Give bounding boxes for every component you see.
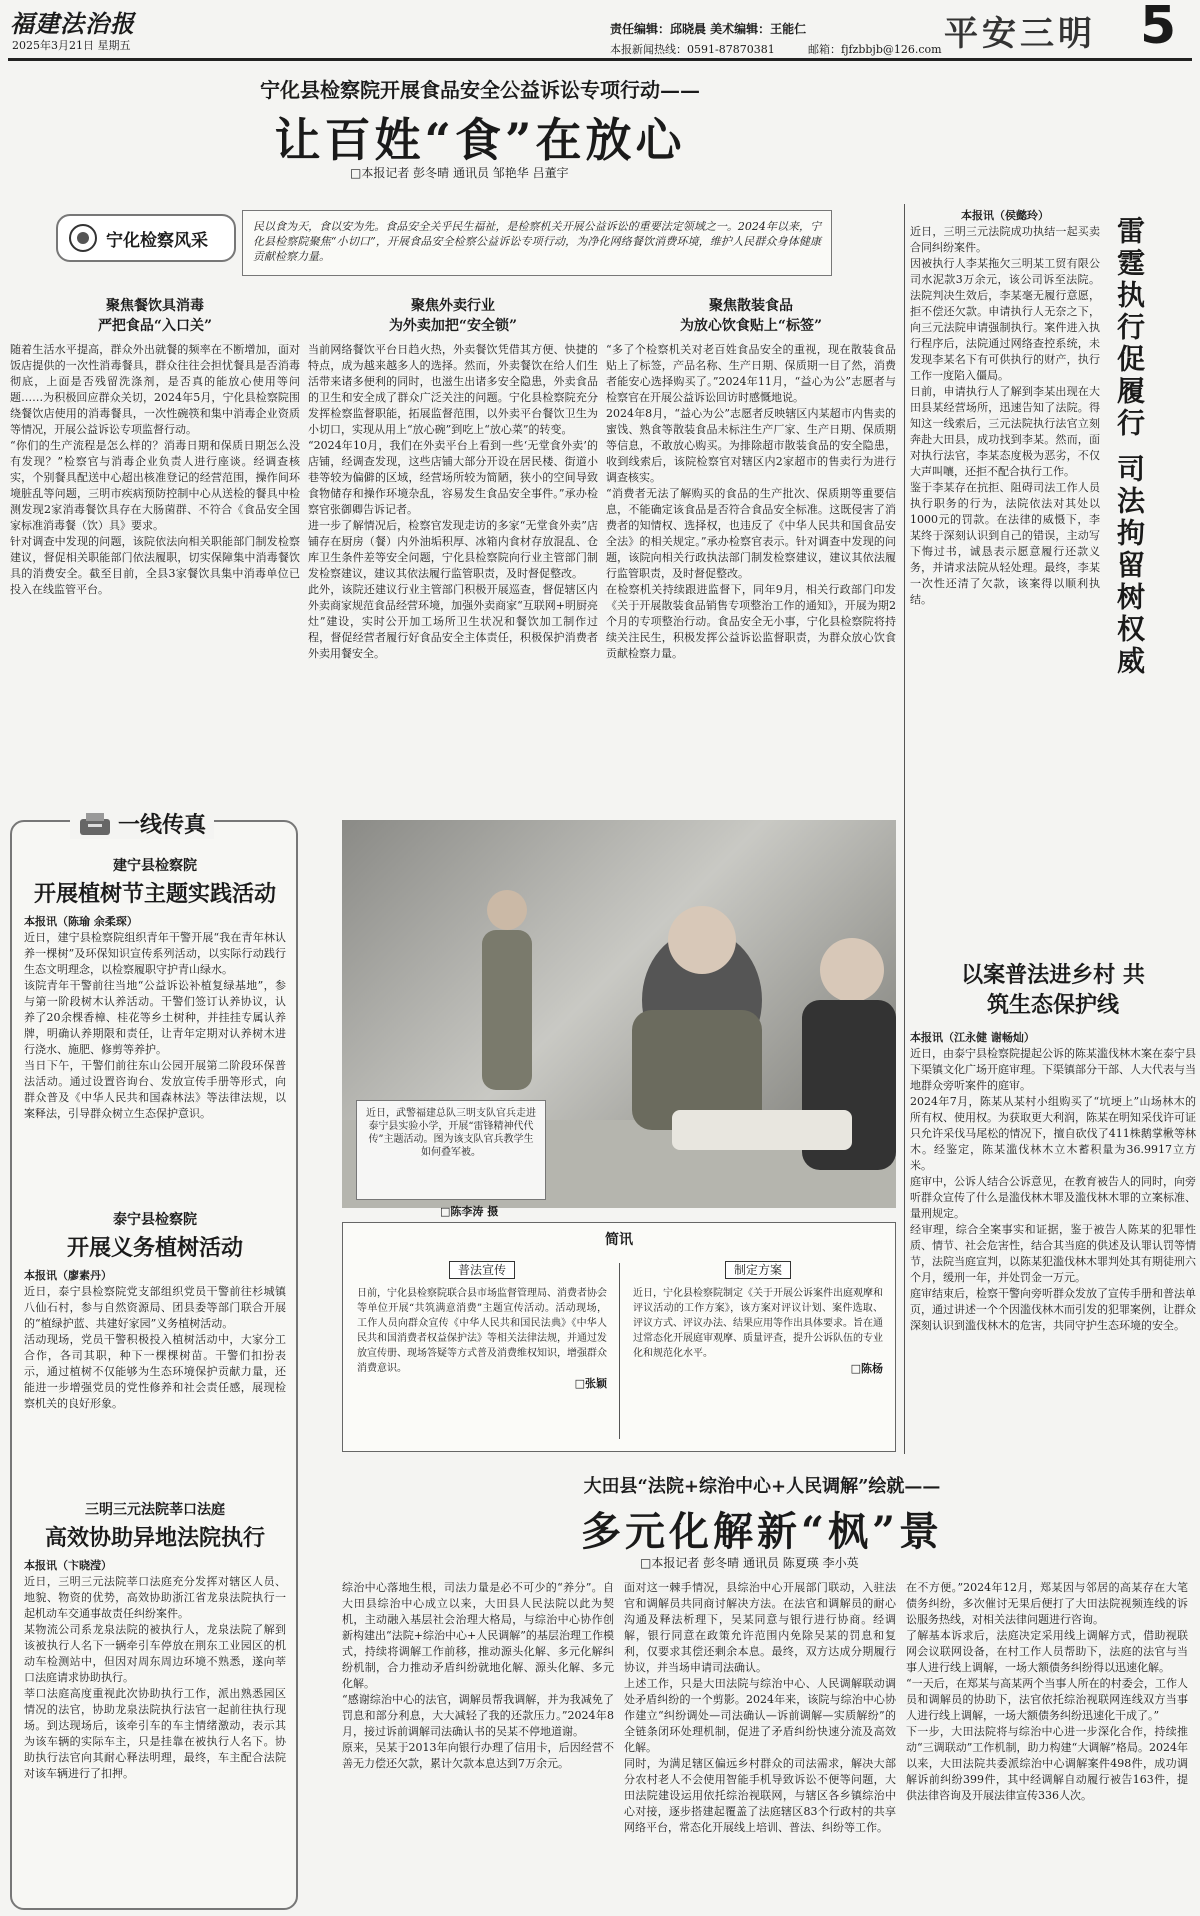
right-story-2-byline: 本报讯（江永健 谢畅灿） [910, 1031, 1035, 1044]
feature-section-3 [606, 296, 896, 782]
procuratorate-emblem-icon [68, 223, 98, 253]
brief-credit: □张颖 [574, 1377, 607, 1390]
bottom-column-2: 面对这一棘手情况，县综治中心开展部门联动，入驻法官和调解员共同商讨解决方法。在法官和调解员的耐心沟通及释法析理下，吴某同意与银行进行协商。经调解，银行同意在政策允许范围内免除吴某的罚息和复利，仅要求其偿还剩余本息。最终，双方达成分期履行协议，并当场申请司法确认。 上述工作，只是大田法院与综治中心、人民调解联动调处矛盾纠纷的一个剪影。2024年来，该院与综治中心协作建立“纠纷调处—司法确认—诉前调解—实质解纷”的全链条闭环处理机制，促进了矛盾纠纷快速分流及高效化解。 同时，为满足辖区偏远乡村群众的司法需求，解决大部分农村老人不会使用智能手机导致诉讼不便等问题，大田法院建设运用依托综治视联网，与辖区各乡镇综治中心对接，逐步搭建起覆盖了法庭辖区83个行政村的共享网络平台，常态化开展线上培训、普法、纠纷等工作。 [624, 1581, 896, 1834]
section-subheading: 为外卖加把“安全锁” [388, 318, 518, 334]
section-body: 随着生活水平提高，群众外出就餐的频率在不断增加，面对饭店提供的一次性消毒餐具，群众往往会担忧餐具是否消毒彻底，上面是否残留洗涤剂，是否真的能放心使用等问题……为积极回应群众关切，2024年5月，宁化县检察院围绕餐饮店使用的消毒餐具，一次性碗筷和集中消毒企业资质等情况，开展公益诉讼专项监督行动。 “你们的生产流程是怎么样的？消毒日期和保质日期怎么没有发现？”检察官与消毒企业负责人进行座谈。经调查核实，个别餐具配送中心超出核准登记的经营范围，操作间环境脏乱等问题，三明市疾病预防控制中心从送检的餐具中检测发现2家消毒餐饮具存在大肠菌群、不符合《食品安全国家标准消毒餐（饮）具》要求。 针对调查中发现的问题，该院依法向相关职能部门制发检察建议，督促相关职能部门依法履职，切实保障集中消毒餐饮具的消费安全。截至目前，全县3家餐饮具集中消毒单位已投入在线监管平台。 [10, 343, 300, 596]
masthead [0, 0, 1200, 62]
editors: 责任编辑：邱晓晨 美术编辑：王能仁 [610, 22, 807, 36]
feature-intro: 民以食为天，食以安为先。食品安全关乎民生福祉，是检察机关开展公益诉讼的重要法定领域之一。2024年以来，宁化县检察院聚焦“小切口”，开展食品安全检察公益诉讼专项行动，为净化网络餐饮消费环境，维护人民群众身体健康贡献检察力量。 [253, 220, 821, 263]
feature-section-1 [10, 296, 300, 742]
fax-item-title: 开展义务植树活动 [66, 1235, 243, 1261]
bottom-column-1: 综治中心落地生根，司法力量是必不可少的“养分”。自大田县综治中心成立以来，大田县人民法院以此为契机，主动融入基层社会治理大格局，与综治中心协作创新构建出“法院+综治中心+人民调解”的基层治理工作模式，持续将调解工作前移，推动源头化解、多元化解纠纷机制，合力推动矛盾纠纷就地化解、源头化解、多元化解。 “感谢综治中心的法官，调解员帮我调解，并为我减免了罚息和部分利息，大大减轻了我的还款压力。”2024年8月，接过诉前调解司法确认书的吴某不停地道谢。 原来，吴某于2013年向银行办理了信用卡，后因经营不善无力偿还欠款，累计欠款本息达到7万余元。 [342, 1581, 614, 1770]
masthead-rule [8, 58, 1192, 61]
feature-kicker: 宁化县检察院开展食品安全公益诉讼专项行动—— [260, 78, 700, 102]
feature-section-2 [308, 296, 598, 782]
fax-item-org: 泰宁县检察院 [113, 1212, 197, 1228]
photo-caption: 近日，武警福建总队三明支队官兵走进泰宁县实验小学，开展“雷锋精神代代传”主题活动。图为该支队官兵教学生如何叠军被。 [366, 1108, 536, 1158]
bottom-column-3: 在不方便。”2024年12月，郑某因与邻居的高某存在大笔债务纠纷，多次催讨无果后便打了大田法院视频连线的诉讼服务热线，对相关法律问题进行咨询。 了解基本诉求后，法庭决定采用线上调解方式，借助视联网会议联网设备，在村工作人员帮助下，法庭的法官与当事人进行线上调解，一场大额债务纠纷得以迅速化解。 “一天后，在郑某与高某两个当事人所在的村委会，工作人员和调解员的协助下，法官依托综治视联网连线双方当事人进行线上调解，一场大额债务纠纷迅速化干成了。” 下一步，大田法院将与综治中心进一步深化合作，持续推动“三调联动”工作机制，助力构建“大调解”格局。2024年以来，大田法院共委派综治中心调解案件498件，成功调解诉前纠纷399件，其中经调解自动履行被告163件，提供法律咨询及开展法律宣传336人次。 [906, 1581, 1188, 1802]
photo-caption-box [356, 1100, 546, 1200]
page-number: 5 [1140, 0, 1177, 56]
section-heading: 聚焦外卖行业 [411, 298, 495, 314]
right-story-1-body: 近日，三明三元法院成功执结一起买卖合同纠纷案件。 因被执行人李某拖欠三明某工贸有限公司水泥款3万余元，该公司诉至法院。法院判决生效后，李某毫无履行意愿，拒不偿还欠款。申请执行人无奈之下，向三元法院申请强制执行。案件进入执行程序后，法院通过网络查控系统，未发现李某名下有可供执行的财产，执行工作一度陷入僵局。 日前，申请执行人了解到李某出现在大田县某经营场所，迅速告知了法院。得知这一线索后，三元法院执行法官立刻奔赴大田县，成功找到李某。然而，面对执行法官，李某态度极为恶劣，不仅大声叫嚷，还拒不配合执行工作。 鉴于李某存在抗拒、阻碍司法工作人员执行职务的行为，法院依法对其处以1000元的罚款。在法律的威慑下，李某终于深刻认识到自己的错误，主动写下悔过书，诚恳表示愿意履行还款义务，并请求法院从轻处理。最终，李某一次性还清了欠款，该案得以顺利执结。 [910, 225, 1100, 606]
fax-item-byline: 本报讯（卞晓滢） [24, 1559, 112, 1572]
newspaper-logo: 福建法治报 [10, 9, 135, 38]
brief-item-2 [633, 1259, 883, 1376]
fax-item-body: 近日，建宁县检察院组织青年干警开展“我在青年林认养一棵树”及环保知识宣传系列活动，以实际行动践行生态文明理念，以检察履职守护青山绿水。 该院青年干警前往当地“公益诉讼补植复绿基地”，参与第一阶段树木认养活动。干警们签订认养协议，认养了20余棵香樟、桂花等乡土树种，并挂挂专属认养牌，明确认养期限和责任，让青年定期对认养树木进行浇水、施肥、修剪等养护。 当日下午，干警们前往东山公园开展第二阶段环保普法活动。通过设置咨询台、发放宣传手册等形式，向群众普及《中华人民共和国森林法》等法律法规，以案释法，引导群众树立生态保护意识。 [24, 931, 286, 1120]
briefs-header: 简讯 [605, 1232, 633, 1248]
fax-item-org: 建宁县检察院 [113, 858, 197, 874]
email: 邮箱：fjfzbbjb@126.com [808, 43, 942, 56]
section-body: “多了个检察机关对老百姓食品安全的重视，现在散装食品贴上了标签，产品名称、生产日期、保质期一目了然，消费者能安心选择购买了。”2024年11月，“益心为公”志愿者与检察官在开展公益诉讼回访时感慨地说。 2024年8月，“益心为公”志愿者反映辖区内某超市内售卖的蜜饯、熟食等散装食品未标注生产厂家、生产日期、保质期等信息，不敢放心购买。为排除超市散装食品的安全隐患，收到线索后，该院检察官对辖区内2家超市的售卖行为进行调查核实。 “消费者无法了解购买的食品的生产批次、保质期等重要信息，不能确定该食品是否符合食品安全标准。这既侵害了消费者的知情权、选择权，也违反了《中华人民共和国食品安全法》的相关规定。”承办检察官表示。针对调查中发现的问题，该院向相关行政执法部门制发检察建议，建议其依法履行监管职责，及时督促整改。 在检察机关持续跟进监督下，同年9月，相关行政部门印发《关于开展散装食品销售专项整治工作的通知》，开展为期2个月的专项整治行动。食品安全无小事，宁化县检察院将持续关注民生，积极发挥公益诉讼监督职责，为群众放心饮食贡献检察力量。 [606, 343, 896, 660]
right-vertical-title: 雷霆执行促履行 司法拘留树权威 [1113, 216, 1146, 678]
brief-body: 日前，宁化县检察院联合县市场监督管理局、消费者协会等单位开展“共筑满意消费”主题宣传活动。活动现场，工作人员向群众宣传《中华人民共和国民法典》《中华人民共和国消费者权益保护法》等相关法律法规，并通过发放宣传册、现场答疑等方式普及消费维权知识，增强群众消费意识。 [357, 1288, 607, 1374]
right-story-1-byline: 本报讯（侯懿玲） [961, 209, 1049, 222]
brief-tag: 普法宣传 [449, 1261, 515, 1279]
issue-date: 2025年3月21日 星期五 [12, 39, 131, 52]
right-column-divider [904, 204, 905, 1454]
column-badge [56, 214, 236, 262]
feature-intro-box [242, 210, 832, 276]
fax-item-2 [24, 1210, 286, 1460]
fax-item-1 [24, 856, 286, 1202]
bottom-title: 多元化解新“枫”景 [580, 1508, 943, 1555]
briefs-header-bar [589, 1229, 649, 1249]
feature-byline: □本报记者 彭冬晴 通讯员 邹艳华 吕董宇 [350, 166, 569, 180]
right-story-2 [910, 960, 1196, 1476]
photo-credit: □陈李涛 摄 [440, 1205, 499, 1218]
fax-item-3 [24, 1500, 286, 1878]
section-subheading: 严把食品“入口关” [97, 318, 213, 334]
fax-item-body: 近日，三明三元法院莘口法庭充分发挥对辖区人员、地貌、物资的优势，高效协助浙江省龙泉法院执行一起机动车交通事故责任纠纷案件。 某物流公司系龙泉法院的被执行人，龙泉法院了解到该被执行人名下一辆牵引车停放在荆东工业园区的机动车检测站中，但因对周东周边环境不熟悉，遂向莘口法庭请求协助执行。 莘口法庭高度重视此次协助执行工作，派出熟悉园区情况的法官，协助龙泉法院执行法官一起前往执行现场。到达现场后，该牵引车的车主情绪激动，表示其为该车辆的实际车主，只是挂靠在被执行人名下。协助执行法官向其耐心释法明理，最终，车主配合法院对该车辆进行了扣押。 [24, 1575, 286, 1780]
brief-item-1 [357, 1259, 607, 1391]
fax-item-byline: 本报讯（陈瑜 余柔琛） [24, 915, 138, 928]
brief-credit: □陈杨 [850, 1362, 883, 1375]
left-column-title: 一线传真 [118, 813, 207, 838]
section-subheading: 为放心饮食贴上“标签” [679, 318, 823, 334]
hotline: 本报新闻热线：0591-87870381 [610, 43, 775, 56]
brief-tag: 制定方案 [725, 1261, 791, 1279]
right-story-2-title: 以案普法进乡村 共筑生态保护线 [961, 962, 1145, 1018]
bottom-kicker: 大田县“法院+综治中心+人民调解”绘就—— [583, 1476, 941, 1497]
section-body: 当前网络餐饮平台日趋火热，外卖餐饮凭借其方便、快捷的特点，成为越来越多人的选择。然而，外卖餐饮在给人们生活带来诸多便利的同时，也滋生出诸多安全隐患，外卖食品的卫生和安全成了群众广泛关注的问题。宁化县检察院充分发挥检察监督职能，拓展监督范围，以外卖平台餐饮卫生为小切口，实现从用上“放心碗”到吃上“放心菜”的转变。 “2024年10月，我们在外卖平台上看到一些‘无堂食外卖’的店铺，经调查发现，这些店铺大部分开设在居民楼、街道小巷等较为偏僻的区域，经营场所较为简陋，狭小的空间导致食物储存和操作环境杂乱，容易发生食品安全事件。”承办检察官张御卿告诉记者。 进一步了解情况后，检察官发现走访的多家“无堂食外卖”店铺存在厨房（餐）内外油垢积厚、冰箱内食材存放混乱、仓库卫生条件差等安全问题，宁化县检察院向行业主管部门制发检察建议，建议其依法履行监管职责，及时督促整改。 此外，该院还建议行业主管部门积极开展巡查，督促辖区内外卖商家规范食品经营环境，加强外卖商家“互联网+明厨亮灶”建设，实时公开加工场所卫生状况和餐饮加工制作过程，督促经营者履行好食品安全主体责任，积极保护消费者外卖用餐安全。 [308, 343, 598, 660]
right-story-2-body: 近日，由泰宁县检察院提起公诉的陈某滥伐林木案在泰宁县下渠镇文化广场开庭审理。下渠镇部分干部、人大代表与当地群众旁听案件的庭审。 2024年7月，陈某从某村小组购买了“坑埂上”山场林木的所有权、使用权。为获取更大利润，陈某在明知采伐许可证只允许采伐马尾松的情况下，擅自砍伐了411株鹅掌楸等林木。经鉴定，陈某滥伐林木立木蓄积量为36.9917立方米。 庭审中，公诉人结合公诉意见，在教育被告人的同时，向旁听群众宣传了什么是滥伐林木罪及滥伐林木罪的立案标准、量刑规定。 经审理，综合全案事实和证据，鉴于被告人陈某的犯罪性质、情节、社会危害性，结合其当庭的供述及认罪认罚等情节，法院当庭宣判，以陈某犯滥伐林木罪判处其有期徒刑六个月，缓刑一年，并处罚金一万元。 庭审结束后，检察干警向旁听群众发放了宣传手册和普法单页，通过讲述一个个因滥伐林木而引发的犯罪案例，让群众深刻认识到滥伐林木的危害，共同守护生态环境的安全。 [910, 1047, 1196, 1332]
fax-machine-icon [78, 811, 112, 837]
fax-item-title: 开展植树节主题实践活动 [33, 881, 276, 907]
bottom-byline: □本报记者 彭冬晴 通讯员 陈夏瑛 李小英 [640, 1556, 859, 1570]
fax-item-org: 三明三元法院莘口法庭 [85, 1502, 225, 1518]
left-column-header [70, 808, 214, 839]
section-name: 平安三明 [944, 14, 1096, 54]
briefs-box [342, 1222, 896, 1452]
section-heading: 聚焦餐饮具消毒 [106, 298, 204, 314]
column-badge-label: 宁化检察风采 [106, 230, 208, 251]
briefs-divider [619, 1263, 620, 1439]
right-story-1 [910, 208, 1100, 964]
fax-item-body: 近日，泰宁县检察院党支部组织党员干警前往杉城镇八仙石村，参与自然资源局、团县委等部门联合开展的“植绿护蓝、共建好家园”义务植树活动。 活动现场，党员干警积极投入植树活动中，大家分工合作，各司其职，种下一棵棵树苗。干警们扣扮表示，通过植树不仅能够为生态环境保护贡献力量，还能进一步增强党员的党性修养和社会责任感，展现检察机关的良好形象。 [24, 1285, 286, 1410]
fax-item-title: 高效协助异地法院执行 [44, 1525, 265, 1551]
feature-title: 让百姓“食”在放心 [274, 113, 686, 167]
section-heading: 聚焦散装食品 [709, 298, 793, 314]
brief-body: 近日，宁化县检察院制定《关于开展公诉案件出庭观摩和评议活动的工作方案》，该方案对评议计划、案件选取、评议方式、评议办法、结果应用等作出具体要求。旨在通过常态化开展庭审观摩、质量评查，提升公诉队伍的专业化和规范化水平。 [633, 1288, 883, 1359]
fax-item-byline: 本报讯（廖素丹） [24, 1269, 112, 1282]
